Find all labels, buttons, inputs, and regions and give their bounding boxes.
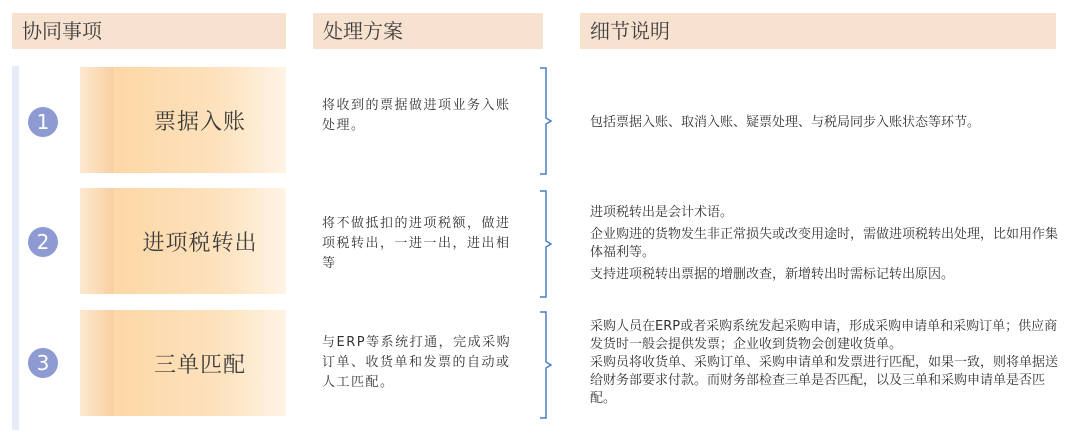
- item-title-3: 三单匹配: [153, 352, 246, 378]
- item-card-1: [80, 67, 286, 173]
- item-card-3: [80, 310, 286, 416]
- item-title-2: 进项税转出: [142, 230, 258, 256]
- step-number-1: 1: [28, 107, 58, 137]
- step-number-2: 2: [28, 227, 58, 257]
- detail-line: 企业购进的货物发生非正常损失或改变用途时，需做进项税转出处理，比如用作集体福利等。: [590, 227, 1059, 260]
- item-card-2: [80, 188, 286, 294]
- plan-text-2: 将不做抵扣的进项税额，做进项税转出，一进一出，进出相等: [322, 216, 511, 271]
- plan-text-1: 将收到的票据做进项业务入账处理。: [322, 98, 511, 133]
- detail-block-2: [590, 204, 1060, 284]
- detail-line: 采购员将收货单、采购订单、采购申请单和发票进行匹配，如果一致，则将单据送给财务部要求付款。而财务部检查三单是否匹配，以及三单和采购申请单是否匹配。: [590, 355, 1059, 406]
- header-details: 细节说明: [580, 13, 1056, 49]
- plan-text-3: 与ERP等系统打通，完成采购订单、收货单和发票的自动或人工匹配。: [322, 335, 512, 390]
- header-coordination-items: 协同事项: [12, 13, 286, 49]
- detail-line: 进项税转出是会计术语。: [590, 205, 734, 220]
- detail-line: 包括票据入账、取消入账、疑票处理、与税局同步入账状态等环节。: [590, 115, 981, 130]
- step-number-3: 3: [28, 348, 58, 378]
- detail-block-1: [590, 114, 1060, 132]
- item-title-1: 票据入账: [153, 109, 246, 135]
- detail-line: 采购人员在ERP或者采购系统发起采购申请，形成采购申请单和采购订单；供应商发货时一般会提供发票；企业收到货物会创建收货单。: [590, 319, 1058, 352]
- left-accent-bar: [12, 66, 19, 430]
- detail-line: 支持进项税转出票据的增删改查，新增转出时需标记转出原因。: [590, 267, 955, 282]
- brace-1: [536, 67, 556, 175]
- brace-3: [536, 311, 556, 419]
- header-solution: 处理方案: [313, 13, 543, 49]
- detail-block-3: [590, 318, 1060, 408]
- brace-2: [536, 190, 556, 298]
